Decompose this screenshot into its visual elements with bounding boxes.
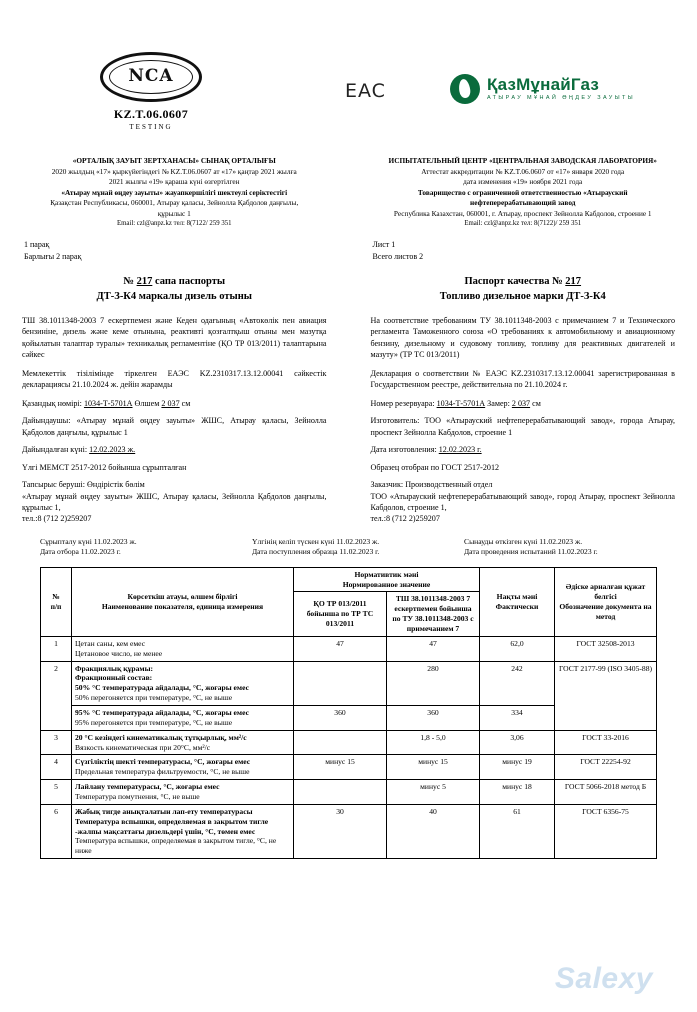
ru-production-date-field [371, 444, 676, 455]
org-ru-contact: Email: czl@anpz.kz тел: 8(7122)/ 259 351 [373, 219, 674, 229]
org-kk-line6: құрылыс 1 [24, 209, 325, 220]
kk-production-date-label: Дайындалған күні: [22, 445, 89, 454]
table-row [41, 661, 657, 705]
specification-table-body [41, 636, 657, 858]
row1-number: 1 [41, 636, 72, 661]
nca-testing-label: TESTING [76, 123, 226, 131]
title-ru-line1 [373, 275, 674, 290]
dates-row [40, 535, 657, 559]
kk-tank-value: 1034-Т-5701А [84, 399, 133, 408]
row2b-sub2: 95% перегоняется при температуре, °С, не выше [75, 718, 290, 728]
row1-doc: ГОСТ 32508-2013 [555, 636, 657, 661]
row3-doc: ГОСТ 33-2016 [555, 730, 657, 755]
header-method-document [555, 567, 657, 636]
row5-v2: минус 5 [387, 780, 480, 805]
testing-date-ru-label: Дата проведения испытаний [464, 547, 558, 556]
sheet-ru-line2: Всего листов 2 [373, 251, 674, 263]
row2b-sub1: 95% °С температурада айдалады, °С, жоғары емес [75, 708, 290, 718]
specification-table-head [41, 567, 657, 636]
row4-fact: минус 19 [480, 755, 555, 780]
ru-tank-value: 1034-Т-5701А [437, 399, 486, 408]
kk-declaration-paragraph: Мемлекеттік тізілімінде тіркелген ЕАЭС KZ.2310317.13.12.00041 сәйкестік декларациясы 21.10.2024 ж. дейін жарамды [22, 368, 327, 391]
sampling-date-kk [40, 537, 246, 547]
kk-customer-field [22, 479, 327, 525]
org-kk-line1: «ОРТАЛЫҚ ЗАУЫТ ЗЕРТХАНАСЫ» СЫНАҚ ОРТАЛЫҒЫ [24, 156, 325, 167]
org-ru-line2: Аттестат аккредитации № KZ.T.06.0607 от «17» января 2020 года [373, 167, 674, 178]
header-normative-group [294, 567, 480, 592]
kk-manufacturer-label: Дайындаушы: [22, 416, 77, 425]
sampling-date-kk-value: 11.02.2023 ж. [94, 537, 137, 546]
kmg-company-name: ҚазМұнайГаз [487, 76, 635, 94]
organization-block-ru [349, 156, 697, 229]
header-actual-kk: Нақты мәні [483, 592, 551, 602]
row2b-v2: 360 [387, 705, 480, 730]
row2b-name [72, 705, 294, 730]
row4-name-kk: Сүзгіліктің шекті температурасы, °С, жоғары емес [75, 757, 290, 767]
kk-production-date-value: 12.02.2023 ж. [89, 445, 135, 454]
header-row-number [41, 567, 72, 636]
receipt-date-kk-label: Үлгінің келіп түскен күні [252, 537, 336, 546]
ru-production-date-value: 12.02.2023 г. [439, 445, 482, 454]
sampling-date-ru-value: 11.02.2023 г. [81, 547, 121, 556]
row3-name-kk: 20 °С кезіндегі кинематикалық тұтқырлық, мм²/с [75, 733, 290, 743]
title-ru-prefix: Паспорт качества № [464, 276, 565, 287]
kk-sampling-standard: Үлгі МЕМСТ 2517-2012 бойынша сұрыпталған [22, 462, 327, 473]
row2-sub1: 50% °С температурада айдалады, °С, жоғары емес [75, 683, 290, 693]
sheet-counter-ru [349, 239, 697, 263]
testing-date-kk [464, 537, 657, 547]
title-kk-line1 [24, 275, 325, 290]
kk-standards-paragraph: ТШ 38.1011348-2003 7 ескертпемен және Кеден одағының «Автокөлік пен авиация бензиніне, дизель және кеме отынына, реактивті қозғалтқыш отыны мен мазутқа қойылатын талаптар туралы» техникалық регламентіне (ҚО ТР 013/2011) талаптарына сәйкес [22, 315, 327, 361]
row5-name-ru: Температура помутнения, °С, не выше [75, 792, 290, 802]
receipt-date-kk [252, 537, 458, 547]
nca-accreditation-code: KZ.T.06.0607 [76, 107, 226, 122]
receipt-date-ru-value: 11.02.2023 г. [339, 547, 379, 556]
row2b-fact: 334 [480, 705, 555, 730]
receipt-date-cell [249, 535, 461, 559]
org-ru-line5: нефтеперерабатывающий завод [373, 198, 674, 209]
row3-fact: 3,06 [480, 730, 555, 755]
row3-name-ru: Вязкость кинематическая при 20°С, мм²/с [75, 743, 290, 753]
row5-name-kk: Лайлану температурасы, °С, жоғары емес [75, 782, 290, 792]
row6-v1: 30 [294, 804, 387, 858]
org-kk-line4: «Атырау мұнай өңдеу зауыты» жауапкершілігі шектеулі серіктестігі [24, 188, 325, 199]
receipt-date-ru [252, 547, 458, 557]
header-normative-kk: Нормативтик мәні [297, 570, 476, 580]
row6-name-l1: Жабық тигде анықталатын лап-ету температурасы [75, 807, 290, 817]
nca-accreditation-logo [76, 52, 226, 131]
org-ru-line1: ИСПЫТАТЕЛЬНЫЙ ЦЕНТР «ЦЕНТРАЛЬНАЯ ЗАВОДСКАЯ ЛАБОРАТОРИЯ» [373, 156, 674, 167]
kk-manufacturer-value: «Атырау мұнай өңдеу зауыты» ЖШС, Атырау қаласы, Зейнолла Қабдолов даңғылы, құрылыс 1 [22, 416, 326, 436]
kazmunaygas-logo [450, 74, 635, 104]
org-kk-line2: 2020 жылдың «17» қыркүйегіндегі № KZ.T.06.0607 ат «17» қаңтар 2021 жылға [24, 167, 325, 178]
sampling-date-ru-label: Дата отбора [40, 547, 81, 556]
row6-doc: ГОСТ 6356-75 [555, 804, 657, 858]
row2-v1 [294, 661, 387, 705]
body-column-kk [0, 315, 349, 531]
row1-name [72, 636, 294, 661]
kk-manufacturer-field [22, 415, 327, 438]
row3-v1 [294, 730, 387, 755]
header-actual-value [480, 567, 555, 636]
nca-mark-text: NCA [103, 66, 199, 86]
dates-table [40, 535, 657, 559]
header-method-kk: Әдіске арналған құжат белгісі [558, 582, 653, 602]
row6-name-l3: -жалпы мақсаттағы дизельдері үшін, °С, төмен емес [75, 827, 290, 837]
row1-v1: 47 [294, 636, 387, 661]
sheet-kk-line1: 1 парақ [24, 239, 325, 251]
row2-v2: 280 [387, 661, 480, 705]
ru-customer-label: Заказчик: Производственный отдел [371, 479, 676, 490]
ru-customer-value: ТОО «Атырауский нефтеперерабатывающий завод», город Атырау, проспект Зейнолла Кабдолов, строение 1, [371, 491, 676, 514]
row4-v2: минус 15 [387, 755, 480, 780]
row2-name [72, 661, 294, 705]
kk-tank-label: Қазандық нөмірі: [22, 399, 84, 408]
sampling-date-ru [40, 547, 246, 557]
table-row [41, 804, 657, 858]
passport-number-ru: 217 [565, 276, 581, 287]
org-ru-line4: Товарищество с ограниченной ответственностью «Атырауский [373, 188, 674, 199]
kmg-tagline: АТЫРАУ МҰНАЙ ӨҢДЕУ ЗАУЫТЫ [487, 96, 635, 102]
header-method-ru: Обозначение документа на метод [558, 602, 653, 622]
row2-name-kk: Фракциялық құрамы: [75, 664, 290, 674]
title-ru [349, 275, 697, 304]
kk-production-date-field [22, 444, 327, 455]
ru-customer-phone: тел.:8 (712 2)259207 [371, 513, 676, 524]
row5-v1 [294, 780, 387, 805]
organization-blocks [0, 156, 697, 229]
header-row-number-kk: № [44, 592, 68, 602]
ru-manufacturer-field: Изготовитель: ТОО «Атырауский нефтеперерабатывающий завод», города Атырау, проспект Зейнолла Кабдолов, строение 1 [371, 415, 676, 438]
sheet-kk-line2: Барлығы 2 парақ [24, 251, 325, 263]
row2-number: 2 [41, 661, 72, 730]
testing-date-kk-label: Сынауды өткізген күні [464, 537, 539, 546]
sheet-ru-line1: Лист 1 [373, 239, 674, 251]
header-col-tu: ТШ 38.1011348-2003 7 ескертпемен бойынша по ТУ 38.1011348-2003 с примечанием 7 [387, 592, 480, 636]
row4-number: 4 [41, 755, 72, 780]
kmg-wordmark [487, 76, 635, 102]
row2-name-ru: Фракционный состав: [75, 673, 290, 683]
title-kk [0, 275, 349, 304]
table-row [41, 780, 657, 805]
ru-sampling-standard: Образец отобран по ГОСТ 2517-2012 [371, 462, 676, 473]
row2-doc: ГОСТ 2177-99 (ISO 3405-88) [555, 661, 657, 730]
title-kk-suffix: сапа паспорты [152, 276, 225, 287]
testing-date-cell [461, 535, 657, 559]
table-row [41, 730, 657, 755]
ru-measure-value: 2 037 [512, 399, 530, 408]
ru-production-date-label: Дата изготовления: [371, 445, 439, 454]
organization-block-kk [0, 156, 349, 229]
row5-fact: минус 18 [480, 780, 555, 805]
ru-tank-label: Номер резервуара: [371, 399, 437, 408]
sheet-counters [0, 239, 697, 263]
ru-measure-label: Замер: [485, 399, 512, 408]
body-column-ru [349, 315, 697, 531]
org-kk-line5: Қазақстан Республикасы, 060001, Атырау қаласы, Зейнолла Қабдолов даңғылы, [24, 198, 325, 209]
header-row-number-ru: п/п [44, 602, 68, 612]
row6-v2: 40 [387, 804, 480, 858]
title-kk-line2: ДТ-З-К4 маркалы дизель отыны [24, 290, 325, 305]
kk-measure-unit: см [180, 399, 191, 408]
nca-oval-icon [100, 52, 202, 102]
row6-number: 6 [41, 804, 72, 858]
header-actual-ru: Фактически [483, 602, 551, 612]
row2b-v1: 360 [294, 705, 387, 730]
org-kk-line3: 2021 жылғы «19» қараша күні өзгертілген [24, 177, 325, 188]
header-normative-ru: Нормированное значение [297, 580, 476, 590]
watermark: Salexy [555, 962, 653, 996]
kk-customer-label: Тапсырыс беруші: Өндірістік бөлім [22, 479, 327, 490]
org-ru-line6: Республика Казахстан, 060001, г. Атырау, проспект Зейнолла Кабдолов, строение 1 [373, 209, 674, 220]
header-parameter-name-ru: Наименование показателя, единица измерения [75, 602, 290, 612]
row1-name-kk: Цетан саны, кем емес [75, 639, 290, 649]
row4-doc: ГОСТ 22254-92 [555, 755, 657, 780]
kk-measure-label: Өлшем [133, 399, 162, 408]
row1-name-ru: Цетановое число, не менее [75, 649, 290, 659]
title-kk-prefix: № [123, 276, 136, 287]
org-ru-line3: дата изменения «19» ноября 2021 года [373, 177, 674, 188]
kk-tank-field [22, 398, 327, 409]
testing-date-ru [464, 547, 657, 557]
org-kk-contact: Email: czl@anpz.kz тел: 8(7122/ 259 351 [24, 219, 325, 229]
ru-measure-unit: см [530, 399, 541, 408]
row3-number: 3 [41, 730, 72, 755]
ru-customer-field [371, 479, 676, 525]
ru-declaration-paragraph: Декларация о соответствии № ЕАЭС KZ.2310317.13.12.00041 зарегистрированная в Государственном реестре, действительна по 21.10.2024 г. [371, 368, 676, 391]
row2-fact: 242 [480, 661, 555, 705]
eac-conformity-mark: EAC [345, 80, 386, 102]
table-header-row-1 [41, 567, 657, 592]
kk-measure-value: 2 037 [161, 399, 179, 408]
row3-v2: 1,8 - 5,0 [387, 730, 480, 755]
testing-date-ru-value: 11.02.2023 г. [558, 547, 598, 556]
header-col-tr-ts: ҚО ТР 013/2011 бойынша по ТР ТС 013/2011 [294, 592, 387, 636]
row1-fact: 62,0 [480, 636, 555, 661]
table-row [41, 755, 657, 780]
row6-name-l4: Температура вспышки, определяемая в закрытом тигле, °С, не ниже [75, 836, 290, 856]
row5-name [72, 780, 294, 805]
receipt-date-kk-value: 11.02.2023 ж. [336, 537, 379, 546]
document-body [0, 315, 697, 531]
table-row [41, 636, 657, 661]
row1-v2: 47 [387, 636, 480, 661]
document-titles [0, 275, 697, 304]
row4-v1: минус 15 [294, 755, 387, 780]
row4-name [72, 755, 294, 780]
header-parameter-name-kk: Көрсеткіш атауы, өлшем бірлігі [75, 592, 290, 602]
document-page [0, 52, 697, 1012]
ru-standards-paragraph: На соответствие требованиям ТУ 38.1011348-2003 с примечанием 7 и Технического регламента Таможенного союза «О требованиях к автомобильному и авиационному бензину, дизельному и судовому топливу, топливу для реактивных двигателей и мазуту» (ТР ТС 013/2011) [371, 315, 676, 361]
title-ru-line2: Топливо дизельное марки ДТ-З-К4 [373, 290, 674, 305]
row6-name [72, 804, 294, 858]
ru-tank-field [371, 398, 676, 409]
kk-customer-phone: тел.:8 (712 2)259207 [22, 513, 327, 524]
header-parameter-name [72, 567, 294, 636]
row2-sub2: 50% перегоняется при температуре, °С, не выше [75, 693, 290, 703]
receipt-date-ru-label: Дата поступления образца [252, 547, 339, 556]
testing-date-kk-value: 11.02.2023 ж. [539, 537, 582, 546]
kmg-flame-icon [450, 74, 480, 104]
row6-name-l2: Температура вспышки, определяемая в закрытом тигле [75, 817, 290, 827]
specification-table [40, 567, 657, 859]
passport-number-kk: 217 [137, 276, 153, 287]
row5-doc: ГОСТ 5066-2018 метод Б [555, 780, 657, 805]
row4-name-ru: Предельная температура фильтруемости, °С, не выше [75, 767, 290, 777]
row3-name [72, 730, 294, 755]
sampling-date-kk-label: Сұрыпталу күні [40, 537, 94, 546]
sampling-date-cell [40, 535, 249, 559]
kk-customer-value: «Атырау мұнай өңдеу зауыты» ЖШС, Атырау қаласы, Зейнолла Қабдолов даңғылы, құрылыс 1, [22, 491, 327, 514]
document-header [0, 52, 697, 148]
row6-fact: 61 [480, 804, 555, 858]
sheet-counter-kk [0, 239, 349, 263]
row5-number: 5 [41, 780, 72, 805]
